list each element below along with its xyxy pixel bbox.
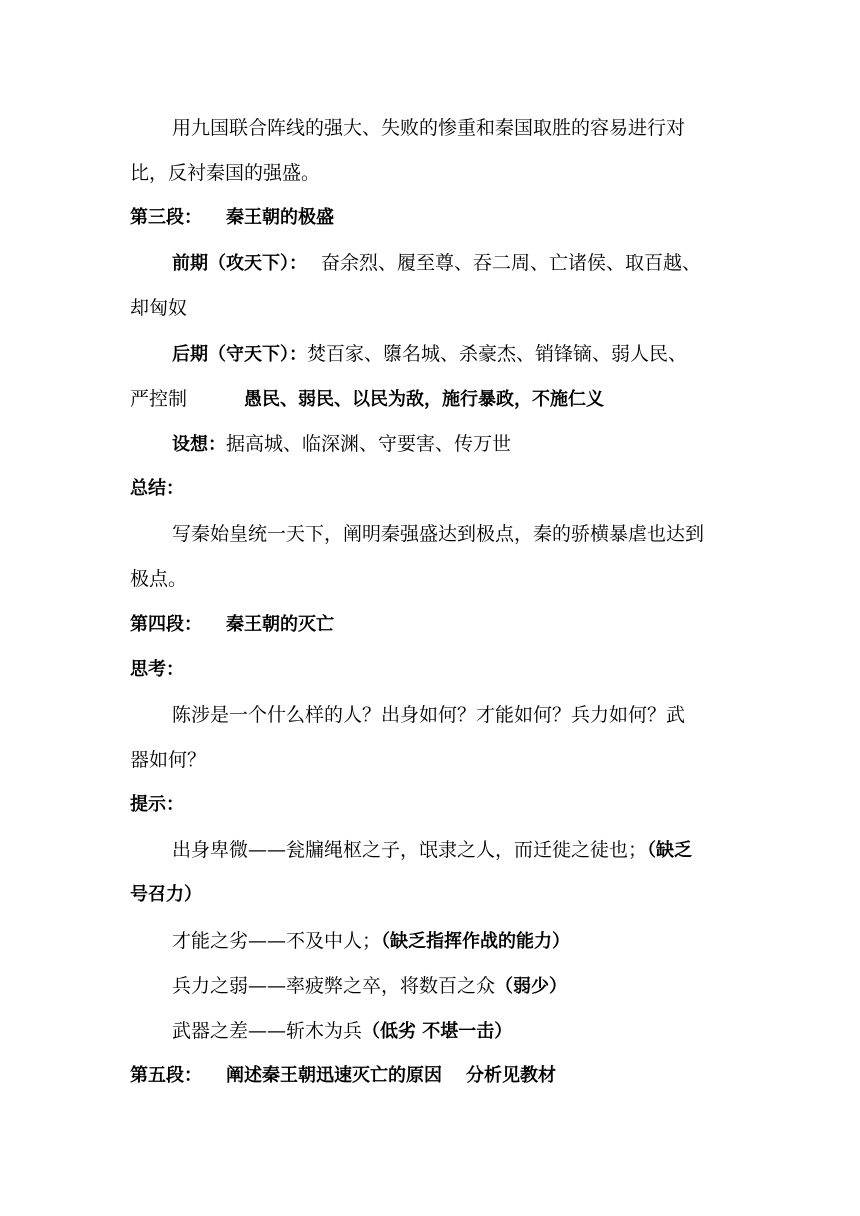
para-1-line-1: 用九国联合阵线的强大、失败的惨重和秦国取胜的容易进行对 xyxy=(172,117,686,139)
summary-line-1: 写秦始皇统一天下，阐明秦强盛达到极点，秦的骄横暴虐也达到 xyxy=(172,523,705,545)
section-5-title: 阐述秦王朝迅速灭亡的原因 xyxy=(226,1065,442,1086)
hint-troops-text: 兵力之弱——率疲弊之卒，将数百之众 xyxy=(172,975,496,997)
hint-ability-text: 才能之劣——不及中人； xyxy=(172,930,382,952)
early-period-line xyxy=(172,249,860,277)
section-3-title: 秦王朝的极盛 xyxy=(226,207,334,228)
early-period-label: 前期（攻天下）： xyxy=(172,253,307,274)
section-3-label: 第三段： xyxy=(130,207,202,228)
late-period-text: 焚百家、隳名城、杀豪杰、销锋镝、弱人民、 xyxy=(307,343,688,365)
idea-text: 据高城、临深渊、守要害、传万世 xyxy=(226,433,512,455)
section-4-title: 秦王朝的灭亡 xyxy=(226,614,334,635)
section-5-extra: 分析见教材 xyxy=(466,1065,556,1086)
early-period-text: 奋余烈、履至尊、吞二周、亡诸侯、取百越、 xyxy=(321,252,702,274)
late-period-label: 后期（守天下）： xyxy=(172,344,307,365)
think-line-2: 器如何？ xyxy=(130,749,207,771)
hint-label: 提示： xyxy=(130,794,184,815)
section-5-heading xyxy=(130,1062,860,1090)
idea-label: 设想： xyxy=(172,434,226,455)
early-period-cont: 却匈奴 xyxy=(130,297,188,319)
hint-ability-line xyxy=(172,927,860,955)
hint-weapons-bold: （低劣 不堪一击） xyxy=(362,1021,513,1042)
late-period-cont-line xyxy=(130,385,860,413)
section-4-heading xyxy=(130,611,860,639)
hint-origin-text: 出身卑微——瓮牖绳枢之子，氓隶之人，而迁徙之徒也； xyxy=(172,839,648,861)
hint-ability-bold: （缺乏指挥作战的能力） xyxy=(381,931,571,952)
late-period-line xyxy=(172,340,860,368)
hint-troops-line xyxy=(172,972,860,1000)
hint-weapons-text: 武器之差——斩木为兵 xyxy=(172,1020,363,1042)
section-3-heading xyxy=(130,204,860,232)
late-period-note: 愚民、弱民、以民为敌，施行暴政，不施仁义 xyxy=(244,389,605,410)
hint-origin-line xyxy=(172,836,860,864)
hint-origin-cont: 号召力） xyxy=(130,884,202,905)
think-line-1: 陈涉是一个什么样的人？出身如何？才能如何？兵力如何？武 xyxy=(172,704,686,726)
think-label: 思考： xyxy=(130,659,184,680)
section-4-label: 第四段： xyxy=(130,614,202,635)
late-period-cont: 严控制 xyxy=(130,388,188,410)
para-1-line-2: 比，反衬秦国的强盛。 xyxy=(130,162,321,184)
hint-origin-bold: （缺乏 xyxy=(647,840,693,861)
summary-line-2: 极点。 xyxy=(130,568,188,590)
section-5-label: 第五段： xyxy=(130,1065,202,1086)
idea-line xyxy=(172,430,860,458)
summary-label: 总结： xyxy=(130,478,184,499)
hint-troops-bold: （弱少） xyxy=(495,976,568,997)
hint-weapons-line xyxy=(172,1017,860,1045)
